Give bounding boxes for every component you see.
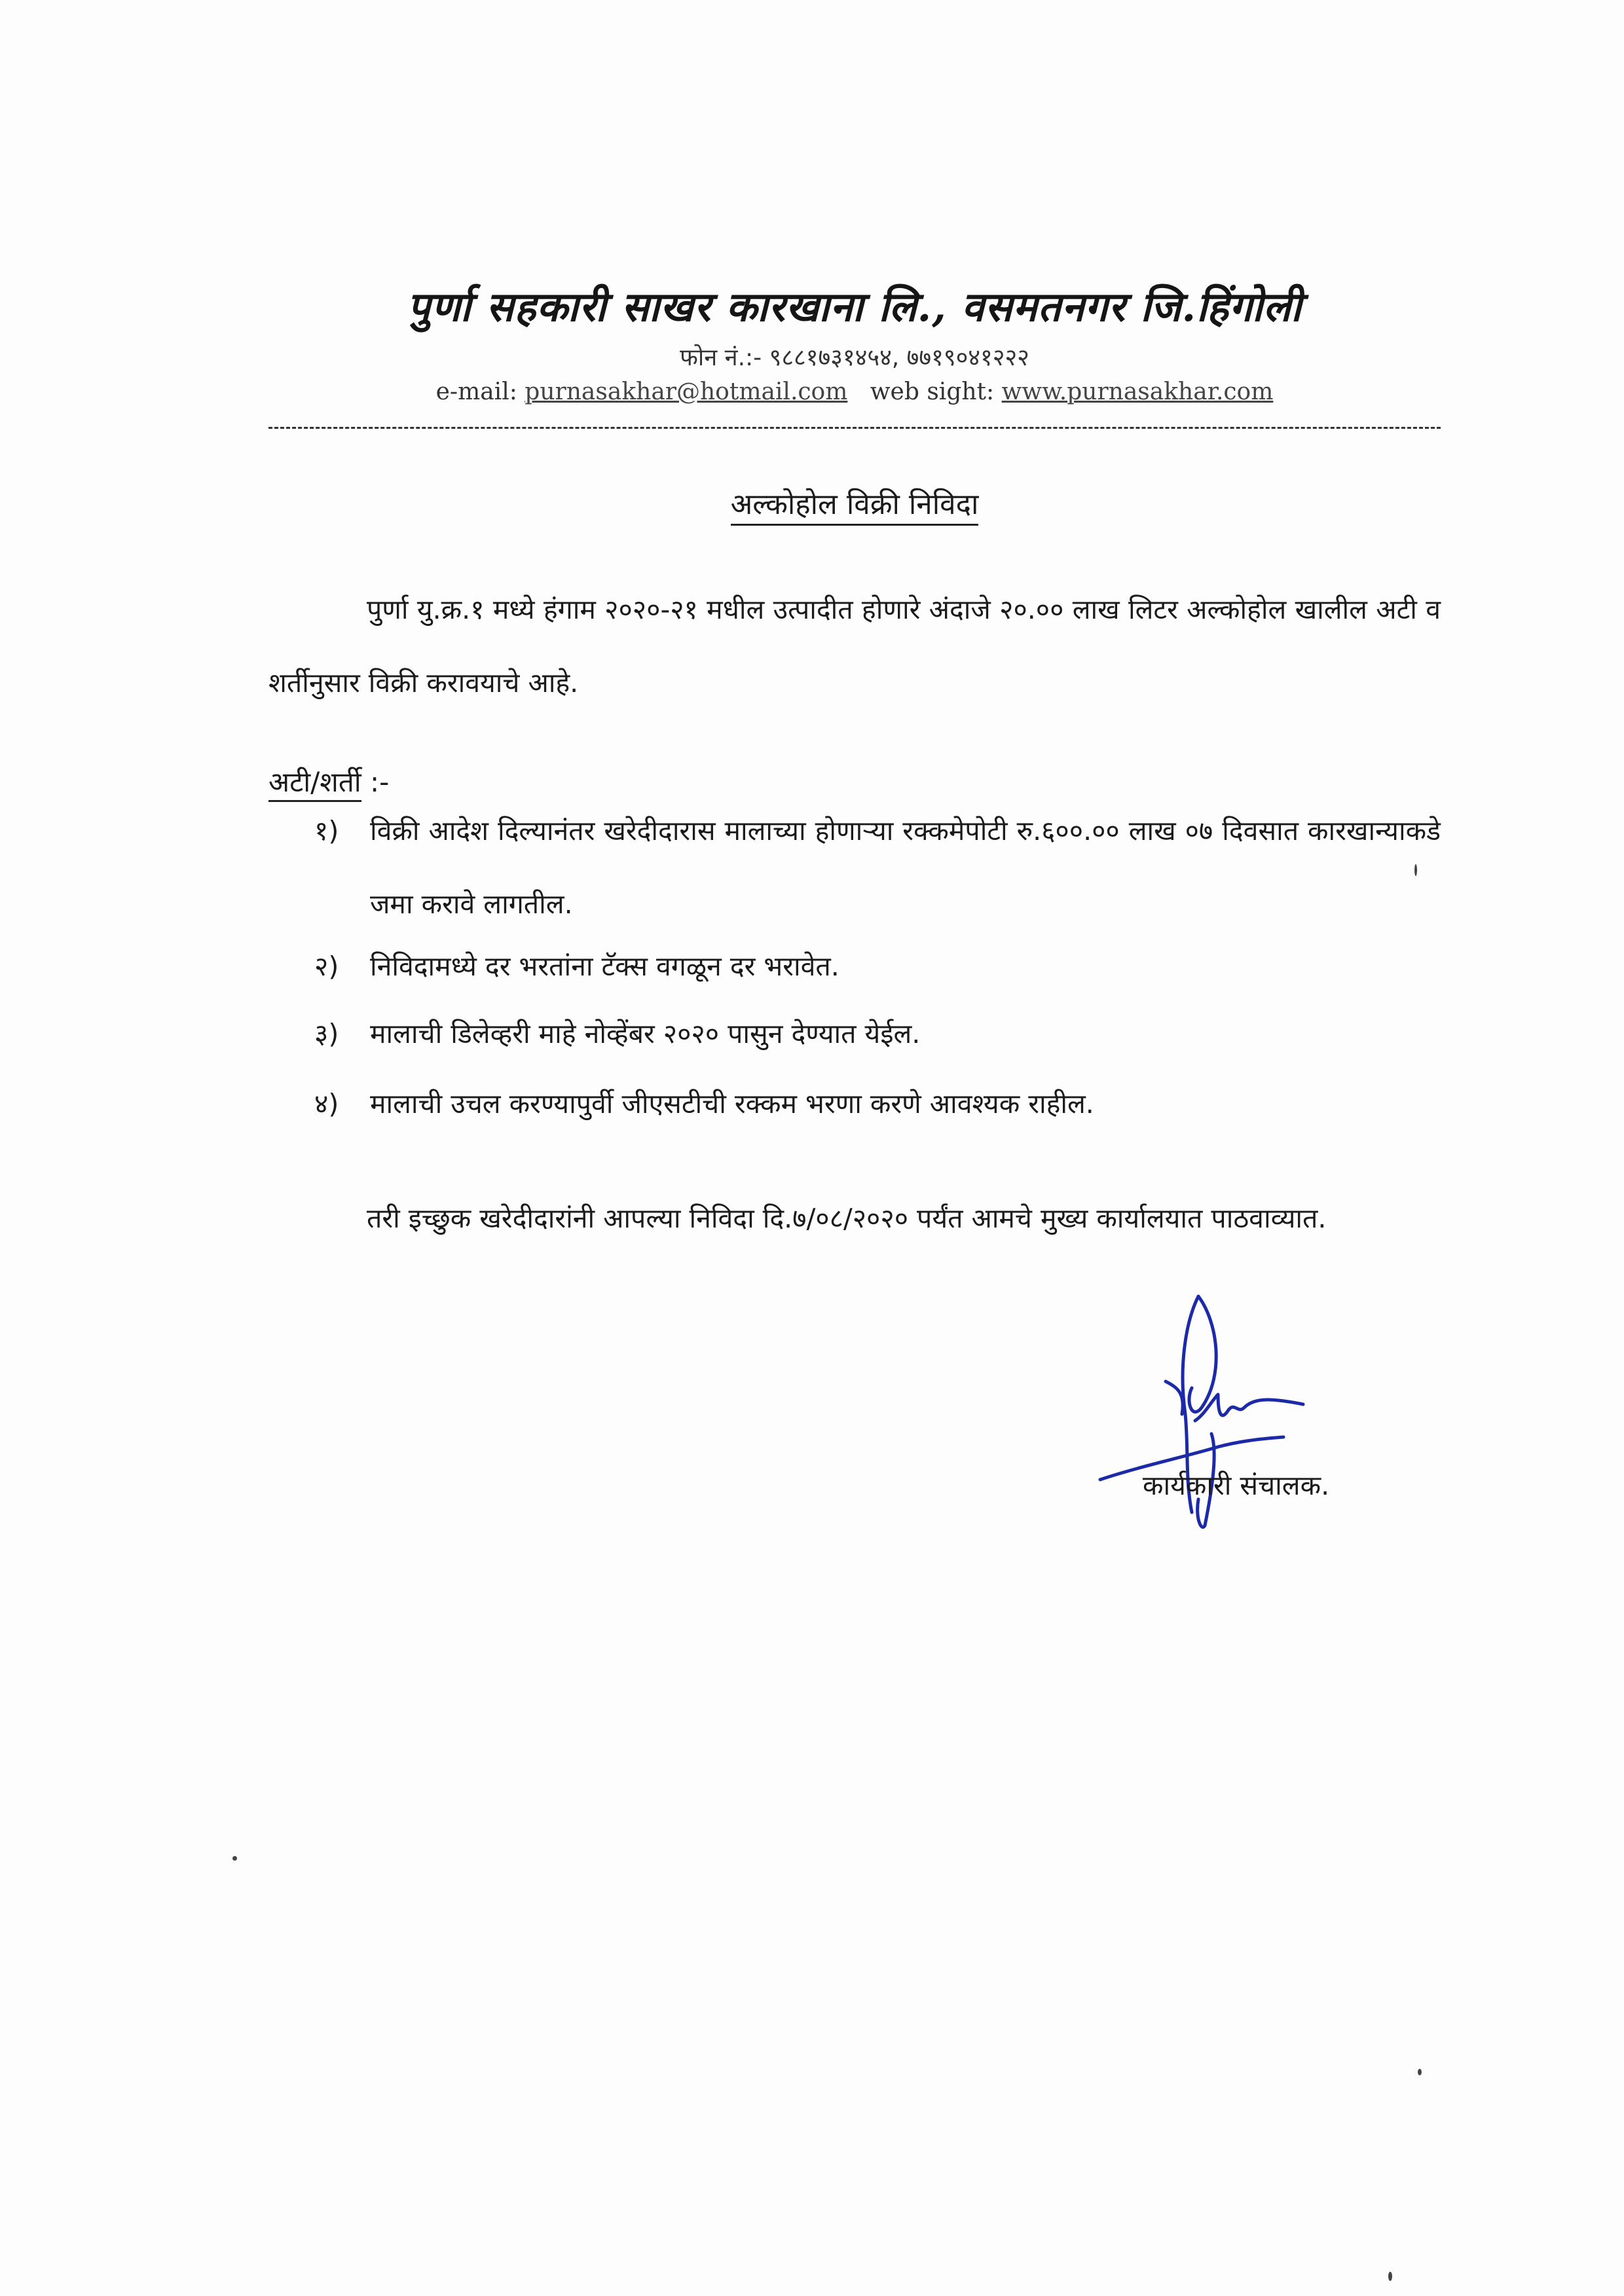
document-heading bbox=[262, 483, 1447, 522]
term-item bbox=[314, 1067, 1441, 1140]
email-label: e-mail: bbox=[435, 378, 517, 405]
organization-name: पुर्णा सहकारी साखर कारखाना लि., वसमतनगर जि.हिंगोली bbox=[407, 283, 1302, 331]
term-number: २) bbox=[314, 951, 339, 982]
term-number: १) bbox=[314, 815, 339, 847]
term-item bbox=[314, 997, 1441, 1070]
term-item bbox=[314, 930, 1441, 1003]
contact-line bbox=[262, 378, 1447, 405]
term-text: निविदामध्ये दर भरतांना टॅक्स वगळून दर भरावेत. bbox=[370, 951, 840, 982]
dashed-divider bbox=[268, 427, 1441, 429]
web-label: web sight: bbox=[870, 378, 995, 405]
terms-heading-suffix: :- bbox=[370, 766, 390, 798]
terms-heading-text: अटी/शर्ती bbox=[268, 766, 361, 802]
term-item bbox=[314, 794, 1441, 941]
intro-paragraph bbox=[268, 573, 1441, 720]
term-text: मालाची उचल करण्यापुर्वी जीएसटीची रक्कम भरणा करणे आवश्यक राहील. bbox=[370, 1088, 1094, 1120]
scan-speck bbox=[1388, 2272, 1392, 2281]
phone-numbers: फोन नं.:- ९८८१७३१४५४, ७७१९०४१२२२ bbox=[680, 344, 1029, 371]
heading-text: अल्कोहोल विक्री निविदा bbox=[731, 488, 979, 526]
scan-speck bbox=[1414, 864, 1417, 876]
website-link[interactable]: www.purnasakhar.com bbox=[1001, 378, 1274, 405]
term-number: ३) bbox=[314, 1018, 339, 1049]
scan-speck bbox=[232, 1856, 237, 1861]
closing-paragraph bbox=[268, 1182, 1441, 1255]
email-link[interactable]: purnasakhar@hotmail.com bbox=[525, 378, 848, 405]
scan-speck bbox=[1418, 2069, 1422, 2075]
signatory-title: कार्यकारी संचालक. bbox=[1143, 1470, 1330, 1501]
term-text: मालाची डिलेव्हरी माहे नोव्हेंबर २०२० पासुन देण्यात येईल. bbox=[370, 1018, 921, 1049]
term-text: विक्री आदेश दिल्यानंतर खरेदीदारास मालाच्या होणाऱ्या रक्कमेपोटी रु.६००.०० लाख ०७ दिवसात कारखान्याकडे जमा करावे लागतील. bbox=[370, 815, 1441, 920]
closing-text: तरी इच्छुक खरेदीदारांनी आपल्या निविदा दि.७/०८/२०२० पर्यंत आमचे मुख्य कार्यालयात पाठवाव्यात. bbox=[367, 1203, 1327, 1234]
intro-text: पुर्णा यु.क्र.१ मध्ये हंगाम २०२०-२१ मधील उत्पादीत होणारे अंदाजे २०.०० लाख लिटर अल्कोहोल खालील अटी व शर्तीनुसार विक्री करावयाचे आहे. bbox=[268, 594, 1441, 699]
term-number: ४) bbox=[314, 1088, 339, 1120]
